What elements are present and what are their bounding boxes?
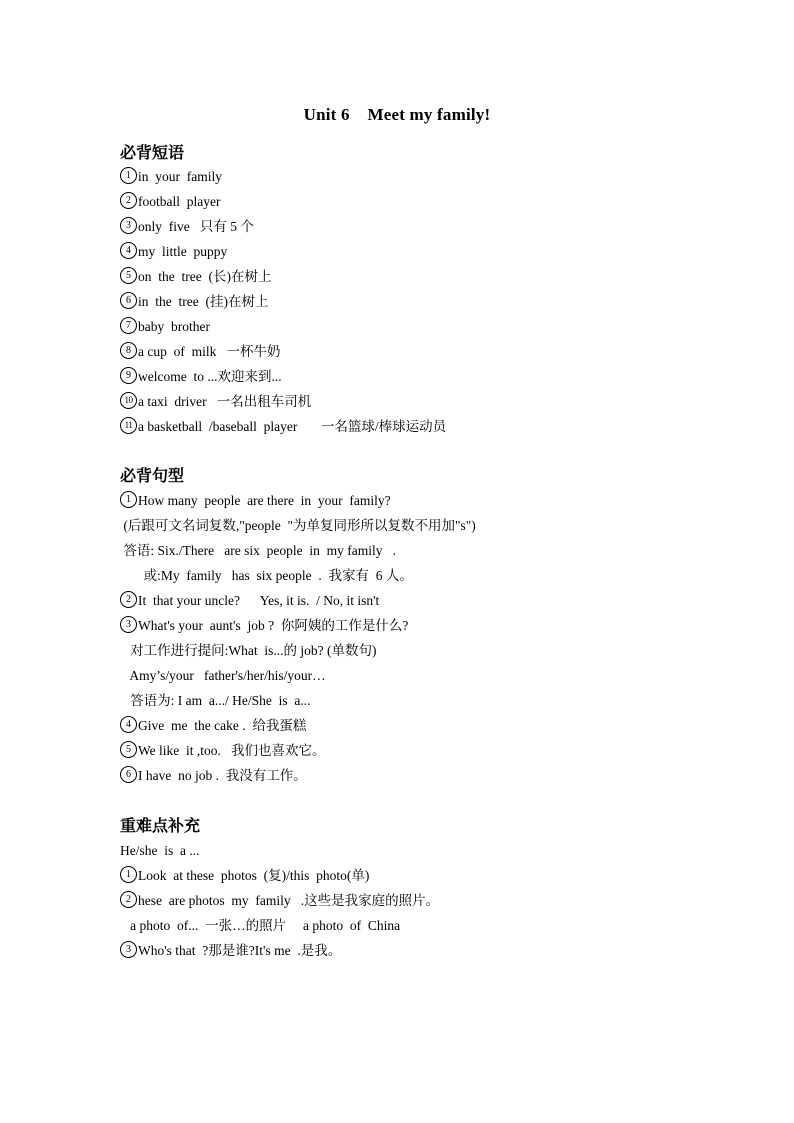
- item-text: 对工作进行提问:What is...的 job? (单数句): [120, 642, 377, 658]
- list-item: [120, 315, 210, 337]
- item-text: 答语为: I am a.../ He/She is a...: [120, 692, 311, 708]
- list-item: [120, 889, 439, 911]
- list-item: [120, 714, 306, 736]
- item-text: a cup of milk 一杯牛奶: [138, 343, 281, 359]
- item-text: Give me the cake . 给我蛋糕: [138, 717, 307, 733]
- circled-number: 1: [120, 167, 137, 184]
- item-text: baby brother: [138, 318, 210, 334]
- circled-number: 9: [120, 367, 137, 384]
- item-text: in the tree (挂)在树上: [138, 293, 269, 309]
- item-text: 答语: Six./There are six people in my family .: [120, 542, 396, 558]
- list-item: [120, 864, 369, 886]
- list-item: [120, 539, 396, 561]
- list-item: [120, 165, 222, 187]
- item-text: (后跟可文名词复数,"people "为单复同形所以复数不用加"s"): [120, 517, 476, 533]
- list-item: [120, 265, 271, 287]
- section-heading-phrases: 必背短语: [120, 143, 185, 162]
- item-text: hese are photos my family .这些是我家庭的照片。: [138, 892, 440, 908]
- circled-number: 3: [120, 941, 137, 958]
- item-text: on the tree (长)在树上: [138, 268, 272, 284]
- circled-number: 5: [120, 267, 137, 284]
- circled-number: 3: [120, 217, 137, 234]
- list-item: [120, 340, 280, 362]
- circled-number: 7: [120, 317, 137, 334]
- circled-number: 5: [120, 741, 137, 758]
- circled-number: 1: [120, 866, 137, 883]
- section-heading-supplement: 重难点补充: [120, 816, 201, 835]
- list-item: [120, 639, 376, 661]
- list-item: [120, 514, 476, 536]
- item-text: Look at these photos (复)/this photo(单): [138, 867, 370, 883]
- list-item: [120, 739, 326, 761]
- item-text: 或:My family has six people . 我家有 6 人。: [120, 567, 413, 583]
- item-text: Who's that ?那是谁?It's me .是我。: [138, 942, 342, 958]
- list-item: [120, 839, 199, 861]
- item-text: a basketball /baseball player 一名篮球/棒球运动员: [138, 418, 447, 434]
- circled-number: 2: [120, 591, 137, 608]
- circled-number: 4: [120, 716, 137, 733]
- list-item: [120, 664, 326, 686]
- item-text: I have no job . 我没有工作。: [138, 767, 307, 783]
- list-item: [120, 764, 307, 786]
- circled-number: 8: [120, 342, 137, 359]
- list-item: [120, 415, 446, 437]
- list-item: [120, 614, 408, 636]
- item-text: It that your uncle? Yes, it is. / No, it isn't: [138, 592, 380, 608]
- list-item: [120, 689, 310, 711]
- item-text: a taxi driver 一名出租车司机: [138, 393, 312, 409]
- list-item: [120, 564, 413, 586]
- circled-number: 10: [120, 392, 137, 409]
- page-title: Unit 6 Meet my family!: [303, 105, 491, 124]
- item-text: football player: [138, 193, 221, 209]
- circled-number: 2: [120, 891, 137, 908]
- list-item: [120, 939, 341, 961]
- item-text: only five 只有 5 个: [138, 218, 254, 234]
- list-item: [120, 489, 391, 511]
- circled-number: 6: [120, 766, 137, 783]
- list-item: [120, 914, 400, 936]
- section-heading-sentences: 必背句型: [120, 466, 185, 485]
- list-item: [120, 290, 268, 312]
- circled-number: 2: [120, 192, 137, 209]
- item-text: How many people are there in your family?: [138, 492, 391, 508]
- circled-number: 4: [120, 242, 137, 259]
- list-item: [120, 390, 311, 412]
- list-item: [120, 365, 282, 387]
- circled-number: 3: [120, 616, 137, 633]
- circled-number: 11: [120, 417, 137, 434]
- list-item: [120, 589, 379, 611]
- list-item: [120, 240, 227, 262]
- item-text: What's your aunt's job ? 你阿姨的工作是什么?: [138, 617, 409, 633]
- circled-number: 1: [120, 491, 137, 508]
- list-item: [120, 215, 254, 237]
- item-text: in your family: [138, 168, 222, 184]
- circled-number: 6: [120, 292, 137, 309]
- item-text: We like it ,too. 我们也喜欢它。: [138, 742, 326, 758]
- item-text: welcome to ...欢迎来到...: [138, 368, 282, 384]
- list-item: [120, 190, 220, 212]
- item-text: Amy’s/your father's/her/his/your…: [120, 667, 326, 683]
- item-text: my little puppy: [138, 243, 228, 259]
- item-text: a photo of... 一张…的照片 a photo of China: [120, 917, 401, 933]
- item-text: He/she is a ...: [120, 842, 200, 858]
